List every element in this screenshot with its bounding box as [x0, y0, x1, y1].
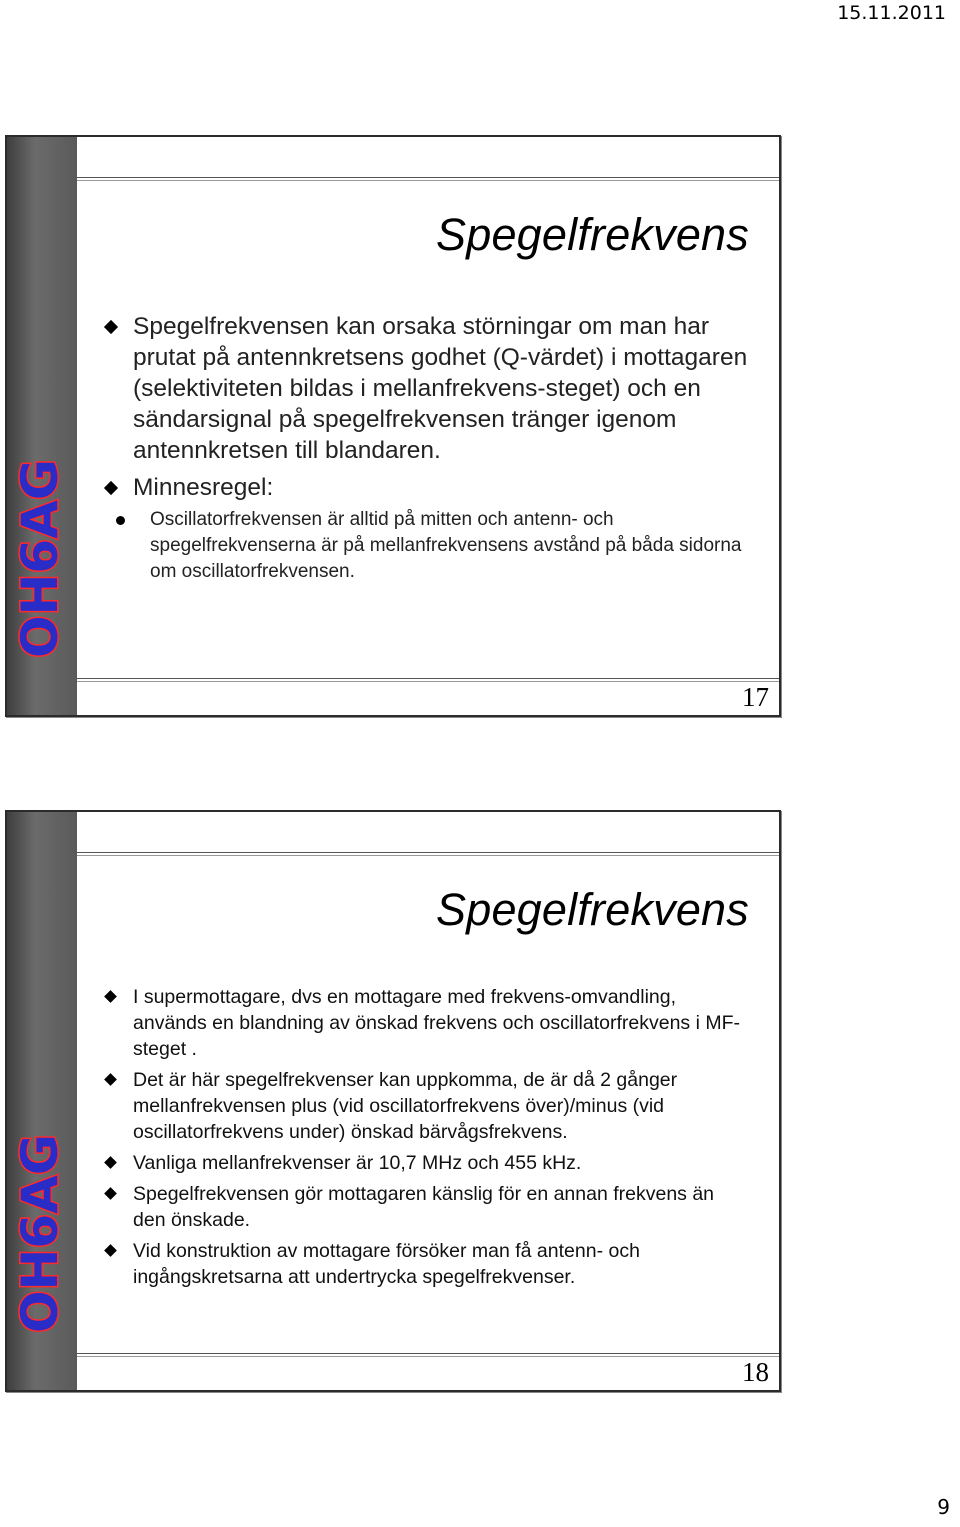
diamond-bullet-icon — [104, 320, 118, 334]
sub-bullet-text: Oscillatorfrekvensen är alltid på mitten och antenn- och spegelfrekvenserna är på mellanfrekvensens avstånd på båda sidorna om oscillatorfrekvensen. — [150, 509, 742, 582]
bullet-item — [103, 1238, 749, 1290]
bullet-text: Spegelfrekvensen kan orsaka störningar om man har prutat på antennkretsens godhet (Q-värdet) i mottagaren (selektiviteten bildas i mellanfrekvens-steget) och en sändarsignal på spegelfrekvensen tränger igenom antennkretsen till blandaren. — [133, 313, 748, 464]
slide-18 — [5, 810, 781, 1392]
page-date: 15.11.2011 — [837, 2, 946, 24]
bullet-item — [103, 1150, 749, 1176]
svg-text:OH6AG: OH6AG — [11, 1134, 69, 1333]
diamond-bullet-icon — [104, 1187, 117, 1200]
svg-text:OH6AG: OH6AG — [11, 459, 69, 658]
bullet-text: Minnesregel: — [133, 474, 274, 501]
bullet-text: Det är här spegelfrekvenser kan uppkomma, de är då 2 gånger mellanfrekvensen plus (vid oscillatorfrekvens över)/minus (vid oscillatorfrekvens under) önskad bärvågsfrekvens. — [133, 1069, 678, 1143]
diamond-bullet-icon — [104, 481, 118, 495]
diamond-bullet-icon — [104, 990, 117, 1003]
slide-top-strip — [77, 812, 779, 853]
bullet-text: I supermottagare, dvs en mottagare med frekvens-omvandling, används en blandning av önskad frekvens och oscillatorfrekvens i MF-steget . — [133, 986, 740, 1060]
oh6ag-logo — [7, 1128, 77, 1338]
bullet-item — [103, 984, 749, 1062]
slide-title: Spegelfrekvens — [436, 209, 749, 260]
slide-title: Spegelfrekvens — [436, 884, 749, 935]
slide-top-strip — [77, 137, 779, 178]
dot-bullet-icon — [116, 516, 125, 525]
bullet-item — [103, 1181, 749, 1233]
oh6ag-logo — [7, 453, 77, 663]
diamond-bullet-icon — [104, 1073, 117, 1086]
slide-17 — [5, 135, 781, 717]
slide-bottom-strip — [77, 1353, 779, 1354]
bullet-text: Vid konstruktion av mottagare försöker man få antenn- och ingångskretsarna att undertrycka spegelfrekvenser. — [133, 1240, 640, 1288]
sub-bullet-list — [103, 507, 749, 585]
slide-number: 17 — [742, 682, 769, 712]
page-number: 9 — [937, 1495, 950, 1519]
bullet-item — [103, 472, 749, 503]
slide-side-bar — [7, 137, 77, 715]
diamond-bullet-icon — [104, 1244, 117, 1257]
bullet-text: Spegelfrekvensen gör mottagaren känslig för en annan frekvens än den önskade. — [133, 1183, 715, 1231]
slide-content — [103, 984, 749, 1295]
bullet-text: Vanliga mellanfrekvenser är 10,7 MHz och 455 kHz. — [133, 1152, 582, 1174]
bullet-item — [103, 311, 749, 466]
slide-side-bar — [7, 812, 77, 1390]
sub-bullet-item — [113, 507, 749, 585]
diamond-bullet-icon — [104, 1156, 117, 1169]
slide-content — [103, 311, 749, 585]
slide-number: 18 — [742, 1357, 769, 1387]
bullet-item — [103, 1067, 749, 1145]
slide-bottom-strip — [77, 678, 779, 679]
